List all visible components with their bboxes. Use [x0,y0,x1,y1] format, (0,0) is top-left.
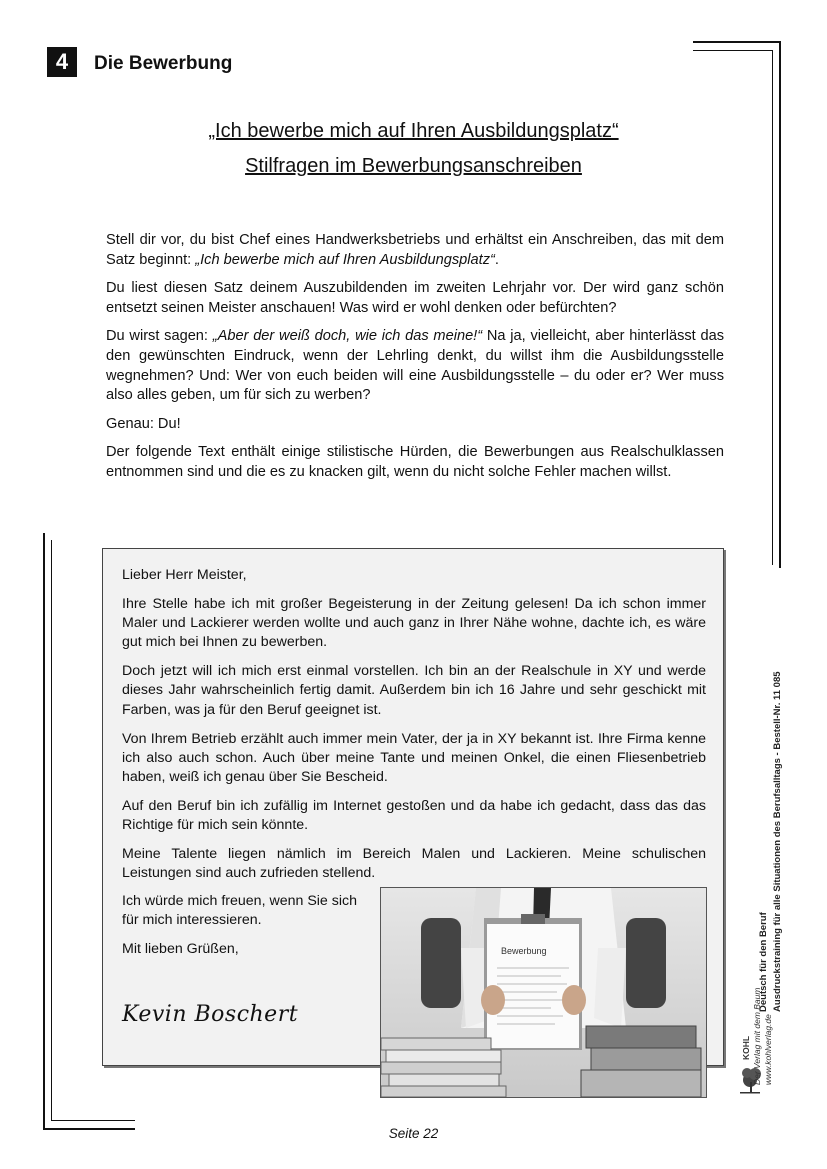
publisher-name: KOHL [741,1035,751,1060]
intro-paragraph-2: Du liest diesen Satz deinem Auszubildenden im zweiten Lehrjahr vor. Der wird ganz schön entsetzt seinen Meister anschauen! Was wird er wohl denken oder befürchten? [106,280,724,316]
sidebar-series-title: Deutsch für den Beruf [758,912,769,1012]
section-title: Die Bewerbung [94,53,233,74]
letter-paragraph-3: Von Ihrem Betrieb erzählt auch immer mein Vater, der ja in XY bekannt ist. Ihre Firma kenne ich also auch schon. Auch über meine Tante und meinen Onkel, die einen Fliesenbetrieb haben, weiß ich genau über Sie Bescheid. [122,730,706,786]
applicant-photo [380,887,707,1098]
frame-top-right-inner-h [693,50,773,51]
letter-paragraph-1: Ihre Stelle habe ich mit großer Begeisterung in der Zeitung gelesen! Da ich schon immer Maler und Lackierer werden wollte und auch ganz in Ihrer Nähe wohne, dachte ich, es wäre gut mich bei Ihnen zu bewerben. [122,595,706,651]
intro-paragraph-3: Du wirst sagen: „Aber der weiß doch, wie ich das meine!“ Na ja, vielleicht, aber hinterlässt das den gewünschten Eindruck, wenn der Lehrling denkt, du willst ihm die Ausbildungsstelle wegnehmen? Und: Wer von euch beiden will eine Ausbildungsstelle – du oder er? Wer muss also alles geben, um für sich zu werben? [106,328,725,404]
publisher-tagline: Der Verlag mit dem Baum [752,987,762,1085]
letter-signature: Kevin Boschert [122,1002,299,1027]
intro-paragraph-1: Stell dir vor, du bist Chef eines Handwerksbetriebs und erhältst ein Anschreiben, das mit dem Satz beginnt: „Ich bewerbe mich auf Ihren Ausbildungsplatz“. [106,232,724,268]
intro-paragraph-4: Genau: Du! [106,415,181,432]
clipboard-label: Bewerbung [501,946,547,956]
quote: „Ich bewerbe mich auf Ihren Ausbildungsplatz“ [195,251,495,268]
frame-bottom-left-outer-v [43,533,45,1130]
letter-body [122,566,706,893]
letter-paragraph-4: Auf den Beruf bin ich zufällig im Internet gestoßen und da habe ich gedacht, dass das das Richtige für mich sein könnte. [122,797,706,834]
letter-paragraph-2: Doch jetzt will ich mich erst einmal vorstellen. Ich bin an der Realschule in XY und werde dieses Jahr wahrscheinlich fertig damit. Außerdem bin ich 16 Jahre und sehr geschickt mit Farben, was ja für den Beruf geeignet ist. [122,663,706,718]
letter-salutation: Lieber Herr Meister, [122,567,247,583]
quote: „Aber der weiß doch, wie ich das meine!“ [212,328,483,345]
sidebar-series-subtitle: Ausdruckstraining für alle Situationen des Berufsalltags - Bestell-Nr. 11 085 [772,671,783,1012]
intro-text [106,231,724,492]
letter-closing-block [122,892,358,969]
letter-paragraph-6: Ich würde mich freuen, wenn Sie sich für mich interessieren. [122,893,357,929]
worksheet-subtitle: Stilfragen im Bewerbungsanschreiben [245,155,582,177]
worksheet-title: „Ich bewerbe mich auf Ihren Ausbildungsplatz“ [208,120,619,142]
frame-top-right-outer-h [693,41,781,43]
photo-illustration [381,888,706,1097]
letter-closing: Mit lieben Grüßen, [122,941,239,958]
letter-paragraph-5: Meine Talente liegen nämlich im Bereich Malen und Lackieren. Meine schulischen Leistungen sind auch zufrieden stellend. [122,846,706,882]
frame-bottom-left-inner-h [51,1120,135,1121]
intro-paragraph-5: Der folgende Text enthält einige stilistische Hürden, die Bewerbungen aus Realschulklassen entnommen sind und die es zu knacken gilt, wenn du nicht solche Fehler machen willst. [106,444,724,480]
frame-bottom-left-inner-v [51,540,52,1121]
page-number: Seite 22 [388,1126,439,1141]
section-number-badge: 4 [47,47,77,77]
publisher-url: www.kohlverlag.de [763,1014,773,1085]
